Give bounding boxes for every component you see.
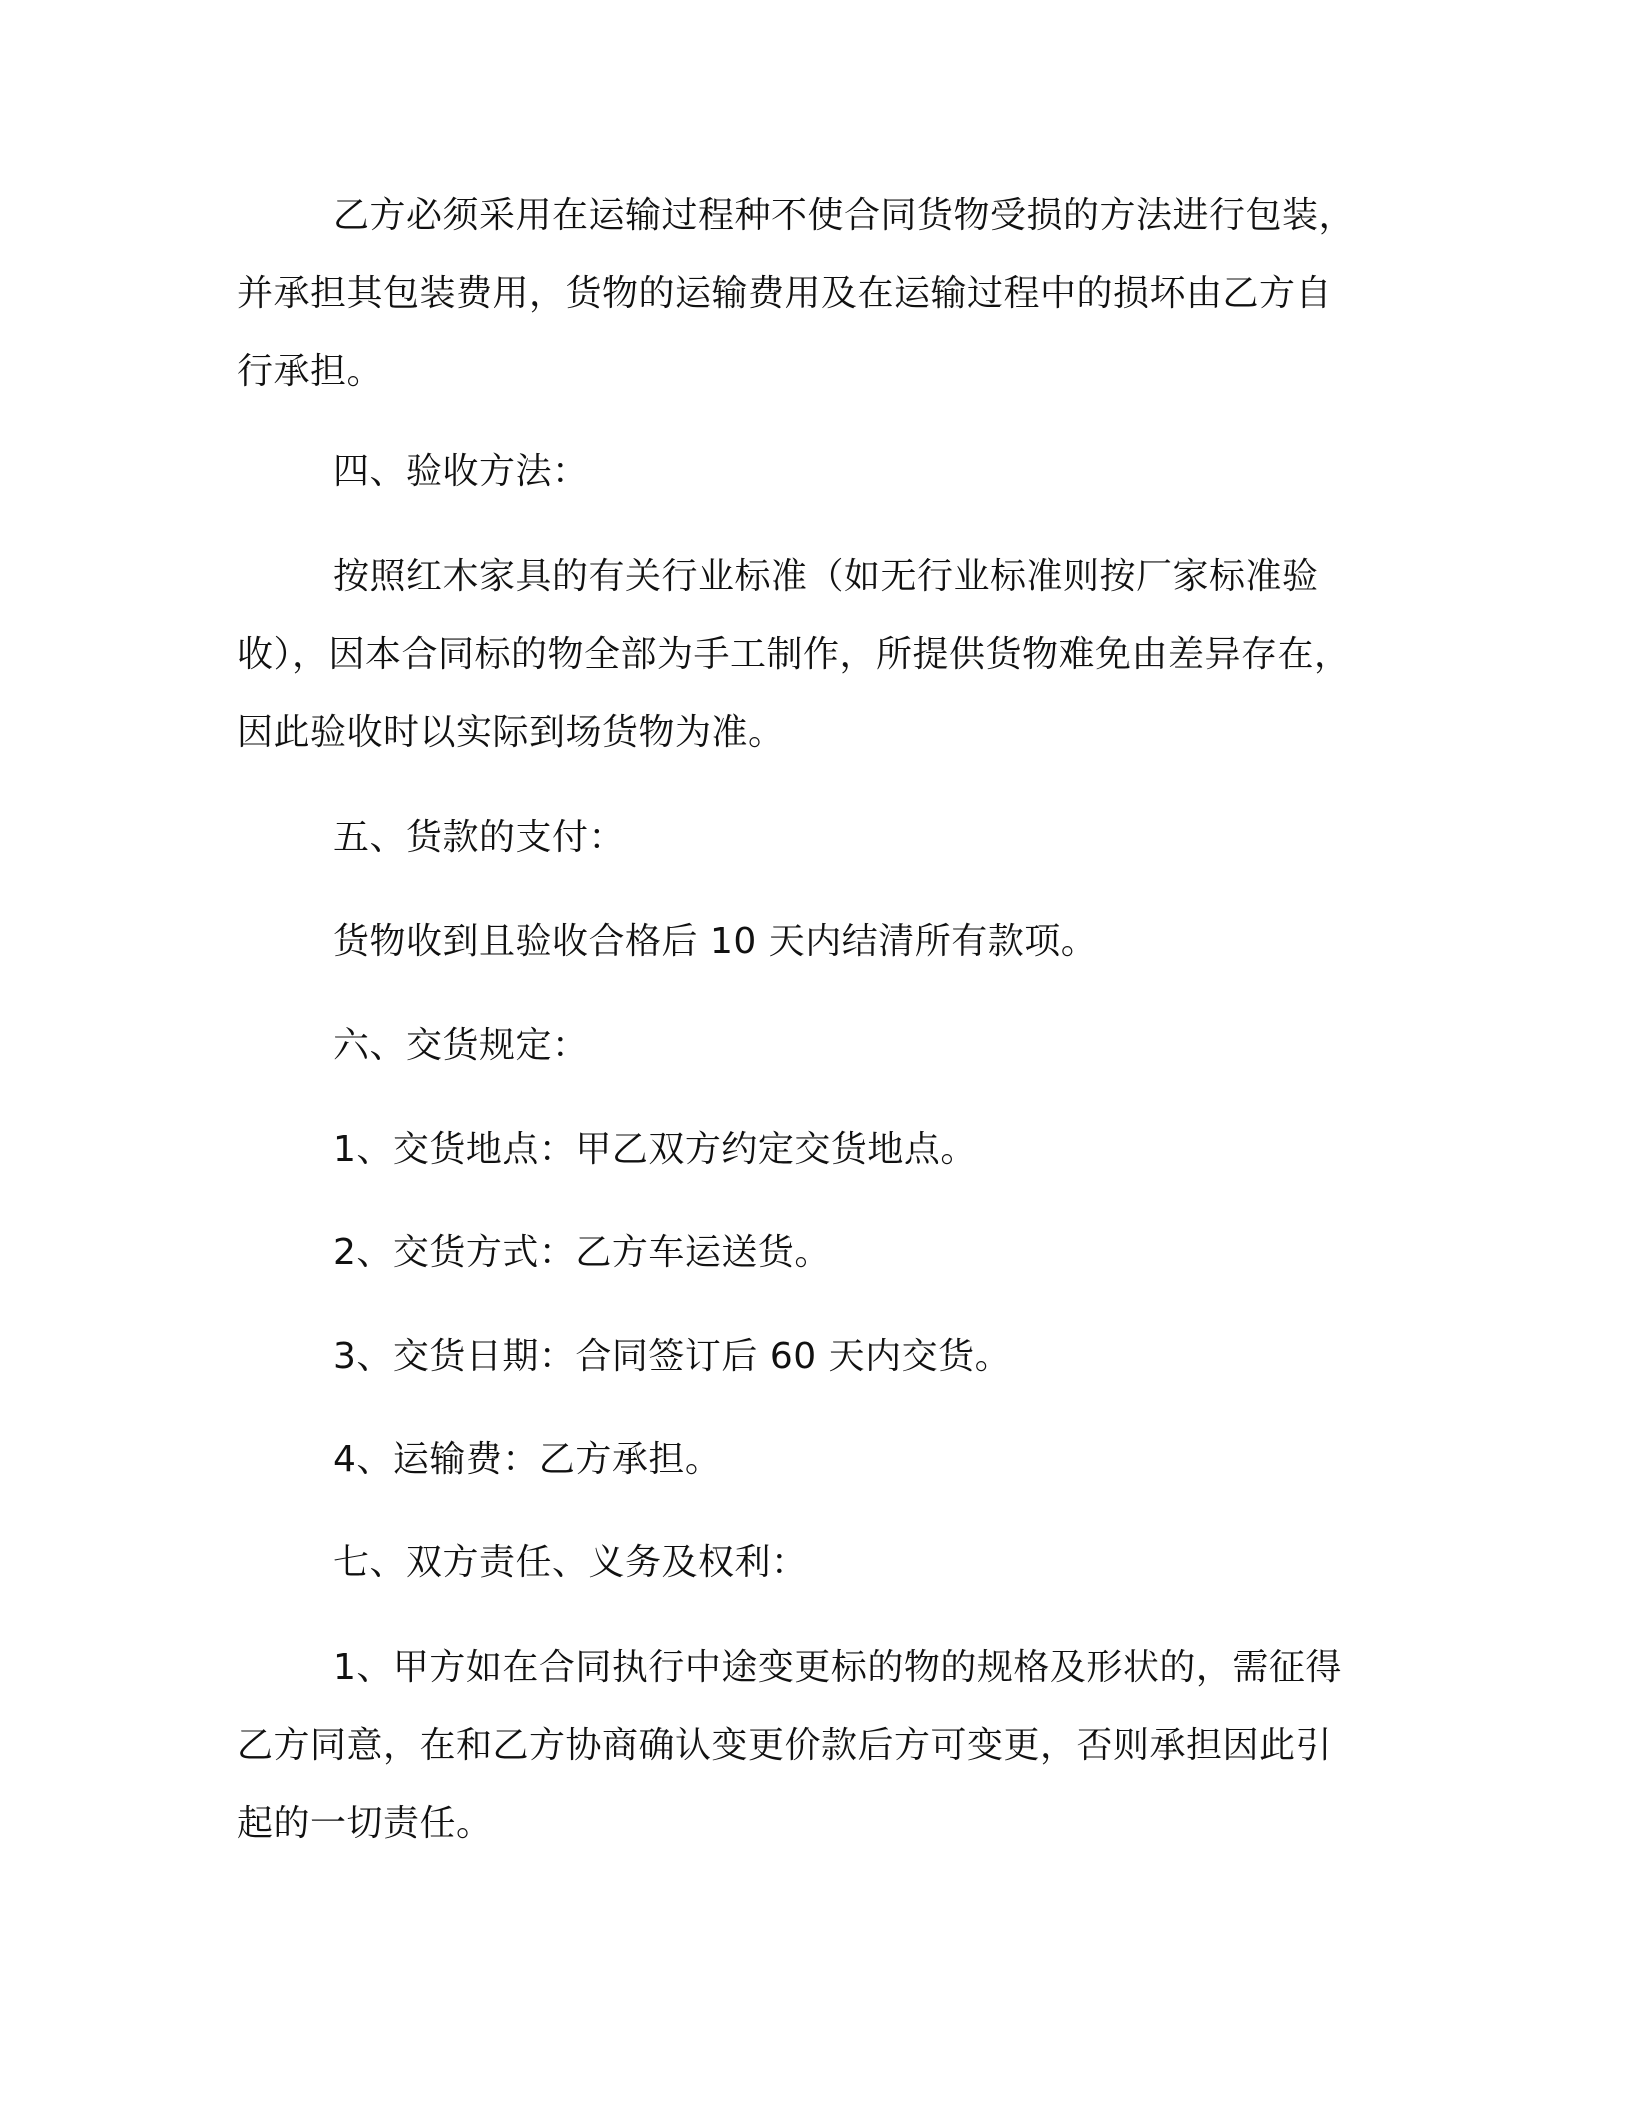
section-heading: 七、双方责任、义务及权利： — [333, 1542, 808, 1583]
section-heading: 六、交货规定： — [333, 1025, 589, 1066]
paragraph-line: 1、甲方如在合同执行中途变更标的物的规格及形状的，需征得 — [333, 1647, 1342, 1688]
paragraph-line: 并承担其包装费用，货物的运输费用及在运输过程中的损坏由乙方自 — [237, 273, 1333, 314]
paragraph-line: 因此验收时以实际到场货物为准。 — [237, 712, 785, 753]
paragraph-line: 收），因本合同标的物全部为手工制作，所提供货物难免由差异存在， — [237, 634, 1351, 675]
paragraph-line: 乙方必须采用在运输过程种不使合同货物受损的方法进行包装， — [333, 195, 1356, 236]
section-heading: 四、验收方法： — [333, 451, 589, 492]
list-item: 2、交货方式：乙方车运送货。 — [333, 1232, 831, 1273]
paragraph-line: 货物收到且验收合格后 10 天内结清所有款项。 — [333, 921, 1098, 962]
paragraph-line: 起的一切责任。 — [237, 1803, 493, 1844]
list-item: 4、运输费：乙方承担。 — [333, 1439, 722, 1480]
section-heading: 五、货款的支付： — [333, 817, 626, 858]
paragraph-line: 乙方同意，在和乙方协商确认变更价款后方可变更，否则承担因此引 — [237, 1725, 1333, 1766]
paragraph-line: 按照红木家具的有关行业标准（如无行业标准则按厂家标准验 — [333, 556, 1319, 597]
paragraph-line: 行承担。 — [237, 351, 384, 392]
list-item: 3、交货日期：合同签订后 60 天内交货。 — [333, 1336, 1012, 1377]
list-item: 1、交货地点：甲乙双方约定交货地点。 — [333, 1129, 977, 1170]
